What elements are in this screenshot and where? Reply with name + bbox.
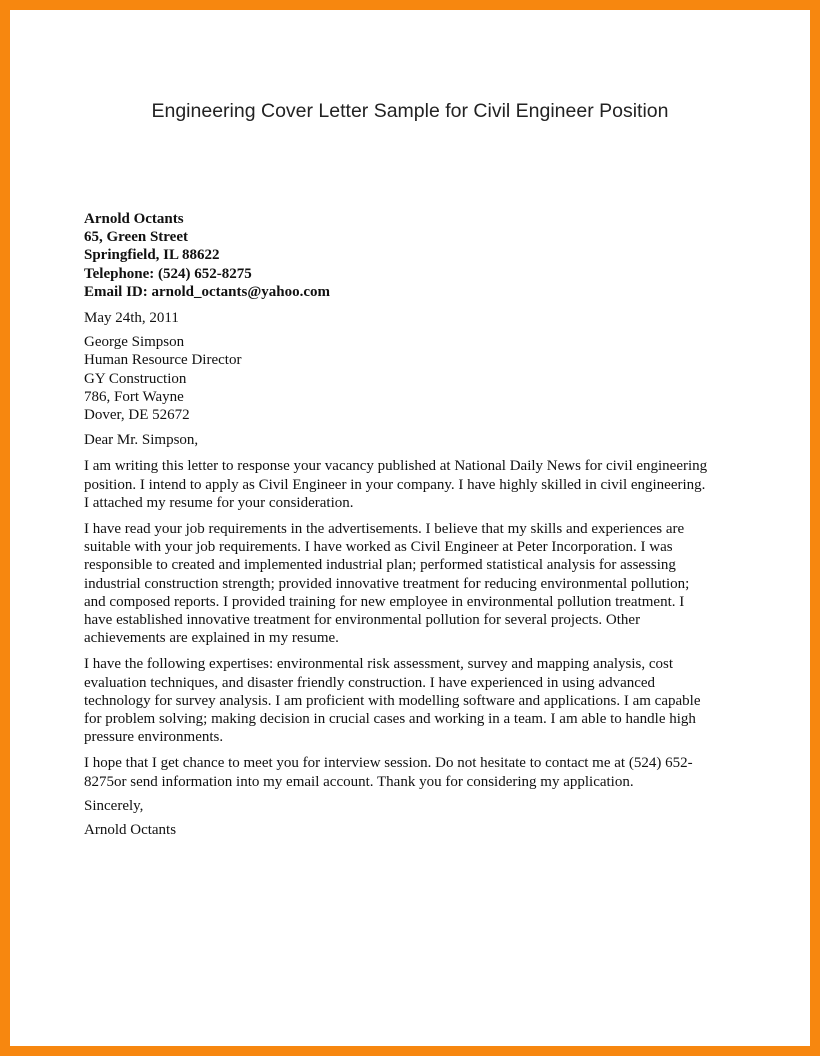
recipient-street: 786, Fort Wayne: [84, 388, 184, 405]
letter-body: [84, 210, 744, 839]
sender-email: Email ID: arnold_octants@yahoo.com: [84, 283, 331, 300]
recipient-name: George Simpson: [84, 334, 185, 351]
signature-name: Arnold Octants: [84, 822, 177, 839]
complimentary-close: Sincerely,: [84, 797, 144, 814]
paragraph-line: I am writing this letter to response your vacancy published at National Daily News for civil engineering: [84, 458, 708, 475]
document-title: Engineering Cover Letter Sample for Civil Engineer Position: [151, 100, 669, 122]
paragraph-line: achievements are explained in my resume.: [84, 630, 339, 647]
recipient-city: Dover, DE 52672: [84, 407, 190, 424]
paragraph-line: pressure environments.: [84, 729, 224, 746]
sender-address: [84, 210, 744, 301]
letter-date: May 24th, 2011: [84, 310, 179, 327]
sender-name: Arnold Octants: [84, 211, 184, 227]
sender-city: Springfield, IL 88622: [84, 247, 220, 264]
salutation: Dear Mr. Simpson,: [84, 432, 199, 449]
recipient-address: [84, 333, 744, 424]
paragraph-expertise: [84, 655, 744, 746]
paragraph-closing: [84, 754, 744, 790]
sender-street: 65, Green Street: [84, 229, 188, 246]
paragraph-line: evaluation techniques, and disaster friendly construction. I have experienced in using advanced: [84, 674, 656, 691]
paragraph-line: I hope that I get chance to meet you for interview session. Do not hesitate to contact me at (524) 652-: [84, 755, 693, 772]
paragraph-line: suitable with your job requirements. I have worked as Civil Engineer at Peter Incorporation. I was: [84, 539, 673, 556]
paragraph-line: responsible to created and implemented industrial plan; performed statistical analysis for assessing: [84, 557, 676, 574]
paragraph-line: I have read your job requirements in the advertisements. I believe that my skills and experiences are: [84, 521, 685, 538]
paragraph-line: position. I intend to apply as Civil Engineer in your company. I have highly skilled in civil engineering.: [84, 476, 706, 493]
paragraph-line: have established innovative treatment for environmental pollution for several projects. Other: [84, 612, 641, 629]
paragraph-line: I attached my resume for your consideration.: [84, 494, 354, 511]
paragraph-line: 8275or send information into my email account. Thank you for considering my application.: [84, 773, 634, 790]
sender-telephone: Telephone: (524) 652-8275: [84, 265, 252, 282]
paragraph-line: technology for survey analysis. I am proficient with modelling software and applications. I am capable: [84, 692, 701, 709]
recipient-company: GY Construction: [84, 370, 187, 387]
paragraph-line: and composed reports. I provided training for new employee in environmental pollution treatment. I: [84, 593, 685, 610]
recipient-title: Human Resource Director: [84, 352, 242, 369]
paragraph-line: industrial construction strength; provided innovative treatment for reducing environmental pollution;: [84, 575, 690, 592]
paragraph-line: I have the following expertises: environmental risk assessment, survey and mapping analysis, cost: [84, 656, 674, 673]
paragraph-experience: [84, 520, 744, 647]
paragraph-line: for problem solving; making decision in crucial cases and working in a team. I am able to handle high: [84, 711, 696, 728]
paragraph-intro: [84, 457, 744, 512]
